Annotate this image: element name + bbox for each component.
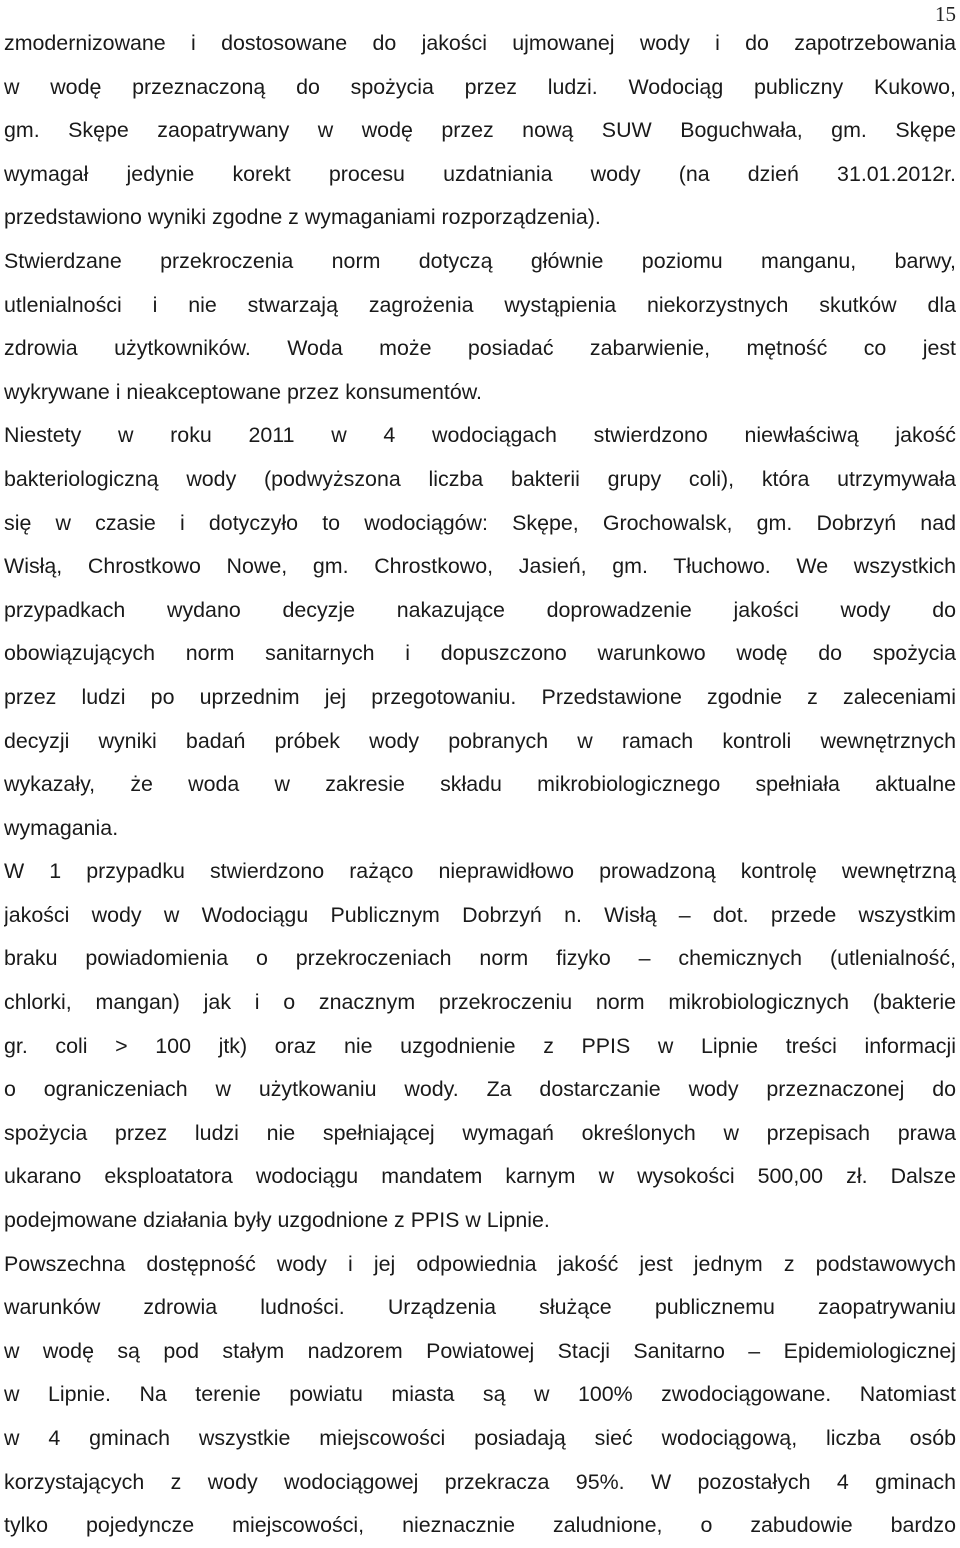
text-line: W 1 przypadku stwierdzono rażąco nieprawidłowo prowadzoną kontrolę wewnętrzną <box>4 859 956 884</box>
text-line: Stwierdzane przekroczenia norm dotyczą głównie poziomu manganu, barwy, <box>4 248 956 273</box>
text-line: w wodę są pod stałym nadzorem Powiatowej Stacji Sanitarno – Epidemiologicznej <box>4 1338 956 1363</box>
text-line: korzystających z wody wodociągowej przekracza 95%. W pozostałych 4 gminach <box>4 1469 956 1494</box>
document-body <box>4 22 956 1548</box>
text-line: decyzji wyniki badań próbek wody pobranych w ramach kontroli wewnętrznych <box>4 728 956 753</box>
text-line: w 4 gminach wszystkie miejscowości posiadają sieć wodociągową, liczba osób <box>4 1426 956 1450</box>
text-line: gr. coli > 100 jtk) oraz nie uzgodnienie z PPIS w Lipnie treści informacji <box>4 1033 956 1058</box>
text-line: wymagał jedynie korekt procesu uzdatniania wody (na dzień 31.01.2012r. <box>4 161 956 186</box>
text-line: się w czasie i dotyczyło to wodociągów: Skępe, Grochowalsk, gm. Dobrzyń nad <box>4 510 956 535</box>
text-line: wymagania. <box>4 815 119 840</box>
paragraph <box>4 22 956 414</box>
text-line: przedstawiono wyniki zgodne z wymaganiami rozporządzenia). <box>4 205 601 230</box>
text-line: braku powiadomienia o przekroczeniach norm fizyko – chemicznych (utlenialność, <box>4 946 956 971</box>
text-line: Wisłą, Chrostkowo Nowe, gm. Chrostkowo, Jasień, gm. Tłuchowo. We wszystkich <box>4 554 956 579</box>
text-line: bakteriologiczną wody (podwyższona liczba bakterii grupy coli), która utrzymywała <box>4 466 956 491</box>
text-line: zmodernizowane i dostosowane do jakości ujmowanej wody i do zapotrzebowania <box>4 31 956 55</box>
text-line: tylko pojedyncze miejscowości, nieznacznie zaludnione, o zabudowie bardzo <box>4 1513 956 1538</box>
text-line: spożycia przez ludzi nie spełniającej wymagań określonych w przepisach prawa <box>4 1120 956 1145</box>
text-line: przez ludzi po uprzednim jej przegotowaniu. Przedstawione zgodnie z zaleceniami <box>4 684 956 709</box>
text-line: wykazały, że woda w zakresie składu mikrobiologicznego spełniała aktualne <box>4 772 956 797</box>
text-line: Powszechna dostępność wody i jej odpowiednia jakość jest jednym z podstawowych <box>4 1251 956 1276</box>
text-line: przypadkach wydano decyzje nakazujące doprowadzenie jakości wody do <box>4 597 956 622</box>
text-line: zdrowia użytkowników. Woda może posiadać zabarwienie, mętność co jest <box>4 336 956 361</box>
text-line: o ograniczeniach w użytkowaniu wody. Za dostarczanie wody przeznaczonej do <box>4 1077 956 1102</box>
text-line: wykrywane i nieakceptowane przez konsumentów. <box>4 379 482 404</box>
paragraph <box>4 1243 956 1548</box>
text-line: warunków zdrowia ludności. Urządzenia służące publicznemu zaopatrywaniu <box>4 1295 956 1320</box>
text-line: utlenialności i nie stwarzają zagrożenia wystąpienia niekorzystnych skutków dla <box>4 292 956 317</box>
text-line: w Lipnie. Na terenie powiatu miasta są w 100% zwodociągowane. Natomiast <box>4 1382 956 1407</box>
text-line: jakości wody w Wodociągu Publicznym Dobrzyń n. Wisłą – dot. przede wszystkim <box>4 902 956 927</box>
text-line: w wodę przeznaczoną do spożycia przez ludzi. Wodociąg publiczny Kukowo, <box>4 74 956 99</box>
text-line: gm. Skępe zaopatrywany w wodę przez nową SUW Boguchwała, gm. Skępe <box>4 118 956 143</box>
paragraph <box>4 850 956 1242</box>
page-number: 15 <box>935 2 956 26</box>
text-line: ukarano eksploatatora wodociągu mandatem karnym w wysokości 500,00 zł. Dalsze <box>4 1164 956 1189</box>
paragraph <box>4 414 956 850</box>
text-line: podejmowane działania były uzgodnione z PPIS w Lipnie. <box>4 1208 550 1233</box>
text-line: obowiązujących norm sanitarnych i dopuszczono warunkowo wodę do spożycia <box>4 641 956 666</box>
text-line: chlorki, mangan) jak i o znacznym przekroczeniu norm mikrobiologicznych (bakterie <box>4 990 956 1015</box>
text-line: Niestety w roku 2011 w 4 wodociągach stwierdzono niewłaściwą jakość <box>4 423 956 448</box>
